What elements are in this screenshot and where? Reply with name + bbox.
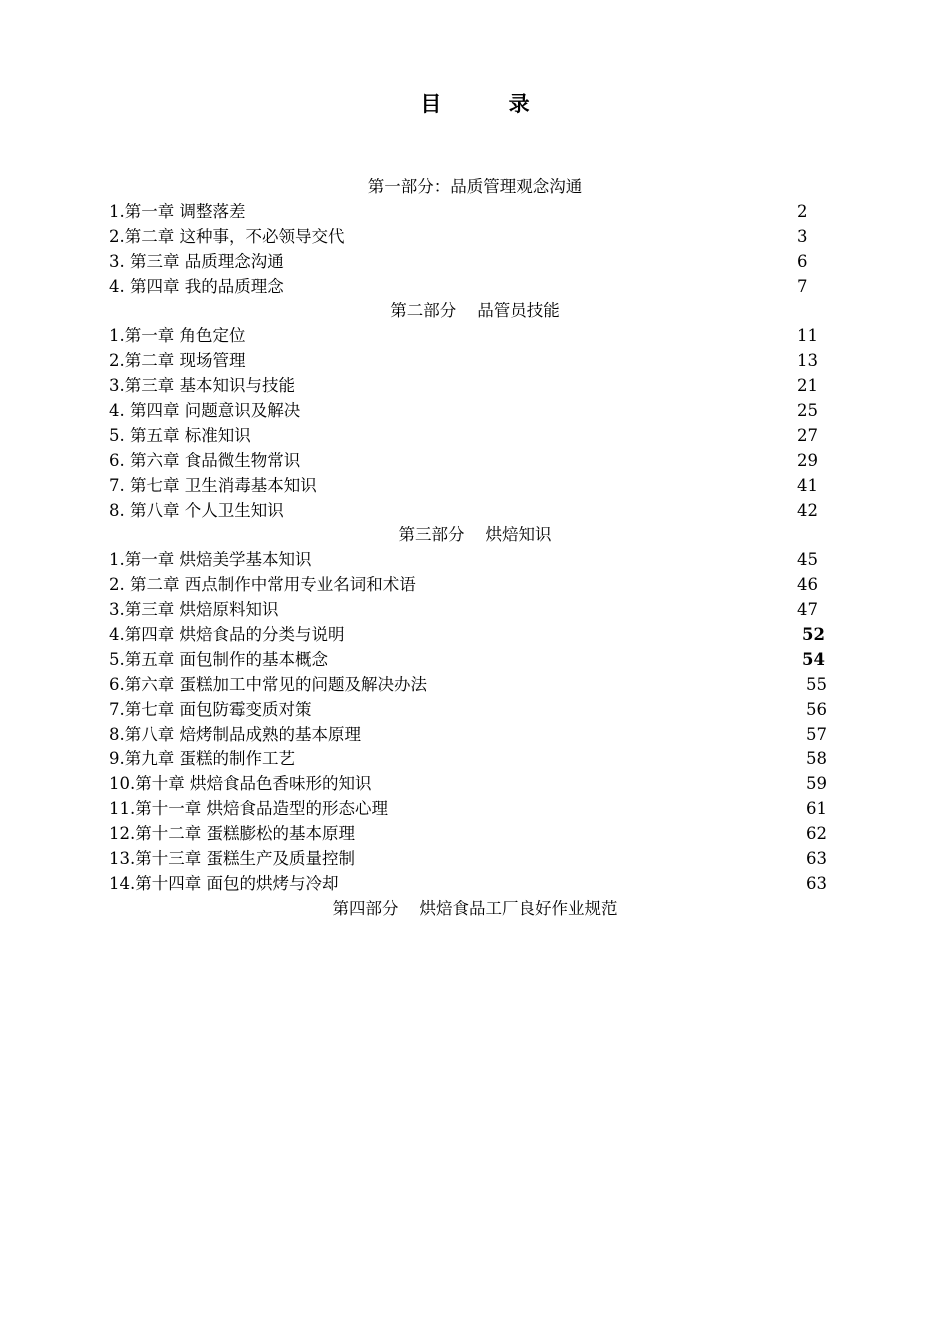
toc-entry[interactable] (0, 474, 950, 499)
entry-page: 56 (806, 699, 827, 719)
toc-entry[interactable] (0, 349, 950, 374)
toc-entry[interactable] (0, 623, 950, 648)
toc-entry[interactable] (0, 673, 950, 698)
entry-page: 63 (806, 873, 827, 893)
entry-label: 10.第十章 烘焙食品色香味形的知识 (109, 774, 372, 794)
toc-entry[interactable] (0, 573, 950, 598)
entry-label: 8.第八章 焙烤制品成熟的基本原理 (109, 724, 361, 744)
entry-page: 57 (806, 724, 827, 744)
entry-label: 3.第三章 烘焙原料知识 (109, 600, 279, 620)
entry-label: 4. 第四章 我的品质理念 (109, 276, 284, 296)
toc-entry[interactable] (0, 797, 950, 822)
toc-entry[interactable] (0, 324, 950, 349)
entry-page: 58 (806, 749, 827, 769)
part-heading: 第二部分 品管员技能 (390, 301, 560, 321)
toc-entry[interactable] (0, 772, 950, 797)
entry-page: 3 (797, 226, 808, 246)
entry-label: 11.第十一章 烘焙食品造型的形态心理 (109, 799, 388, 819)
toc-entry[interactable] (0, 424, 950, 449)
toc-entry[interactable] (0, 374, 950, 399)
entry-page: 21 (797, 376, 818, 396)
entry-page: 13 (797, 351, 818, 371)
entry-label: 7. 第七章 卫生消毒基本知识 (109, 475, 317, 495)
entry-label: 5.第五章 面包制作的基本概念 (109, 649, 328, 669)
toc-entry[interactable] (0, 723, 950, 748)
toc-entry[interactable] (0, 225, 950, 250)
entry-label: 6.第六章 蛋糕加工中常见的问题及解决办法 (109, 674, 427, 694)
entry-page: 11 (797, 326, 818, 346)
entry-page: 2 (797, 201, 808, 221)
part-heading: 第三部分 烘焙知识 (398, 525, 552, 545)
toc-entry[interactable] (0, 698, 950, 723)
toc-entry[interactable] (0, 548, 950, 573)
toc-entry[interactable] (0, 449, 950, 474)
entry-label: 12.第十二章 蛋糕膨松的基本原理 (109, 824, 355, 844)
toc-entry[interactable] (0, 250, 950, 275)
entry-label: 6. 第六章 食品微生物常识 (109, 450, 301, 470)
entry-label: 8. 第八章 个人卫生知识 (109, 500, 284, 520)
entry-label: 13.第十三章 蛋糕生产及质量控制 (109, 849, 355, 869)
part-heading: 第一部分：品质管理观念沟通 (367, 177, 583, 196)
toc-entry[interactable] (0, 275, 950, 300)
entry-label: 1.第一章 角色定位 (109, 326, 246, 346)
entry-page: 54 (802, 649, 825, 669)
entry-page: 27 (797, 425, 818, 445)
toc-list (0, 175, 950, 922)
entry-label: 1.第一章 调整落差 (109, 201, 246, 221)
entry-page: 7 (797, 276, 808, 296)
toc-entry[interactable] (0, 200, 950, 225)
entry-page: 41 (797, 475, 818, 495)
entry-page: 29 (797, 450, 818, 470)
entry-page: 42 (797, 500, 818, 520)
entry-page: 59 (806, 774, 827, 794)
toc-entry[interactable] (0, 822, 950, 847)
entry-page: 55 (806, 674, 827, 694)
entry-page: 45 (797, 550, 818, 570)
toc-entry[interactable] (0, 872, 950, 897)
entry-label: 2.第二章 现场管理 (109, 351, 246, 371)
toc-entry[interactable] (0, 598, 950, 623)
entry-label: 5. 第五章 标准知识 (109, 425, 251, 445)
entry-label: 3.第三章 基本知识与技能 (109, 376, 295, 396)
entry-page: 25 (797, 401, 818, 421)
entry-page: 52 (802, 625, 825, 645)
entry-page: 62 (806, 824, 827, 844)
entry-label: 2.第二章 这种事，不必领导交代 (109, 226, 345, 246)
entry-label: 4.第四章 烘焙食品的分类与说明 (109, 625, 345, 645)
entry-page: 46 (797, 575, 818, 595)
part-heading: 第四部分 烘焙食品工厂良好作业规范 (332, 898, 618, 918)
toc-entry[interactable] (0, 747, 950, 772)
entry-label: 4. 第四章 问题意识及解决 (109, 401, 301, 421)
entry-label: 1.第一章 烘焙美学基本知识 (109, 550, 312, 570)
entry-label: 3. 第三章 品质理念沟通 (109, 251, 284, 271)
toc-entry[interactable] (0, 399, 950, 424)
entry-page: 6 (797, 251, 808, 271)
entry-label: 9.第九章 蛋糕的制作工艺 (109, 749, 295, 769)
entry-page: 63 (806, 849, 827, 869)
entry-page: 47 (797, 600, 818, 620)
entry-label: 2. 第二章 西点制作中常用专业名词和术语 (109, 575, 416, 595)
entry-label: 7.第七章 面包防霉变质对策 (109, 699, 312, 719)
entry-label: 14.第十四章 面包的烘烤与冷却 (109, 873, 339, 893)
toc-entry[interactable] (0, 847, 950, 872)
toc-title: 目 录 (420, 91, 560, 116)
toc-entry[interactable] (0, 499, 950, 524)
toc-entry[interactable] (0, 648, 950, 673)
entry-page: 61 (806, 799, 827, 819)
